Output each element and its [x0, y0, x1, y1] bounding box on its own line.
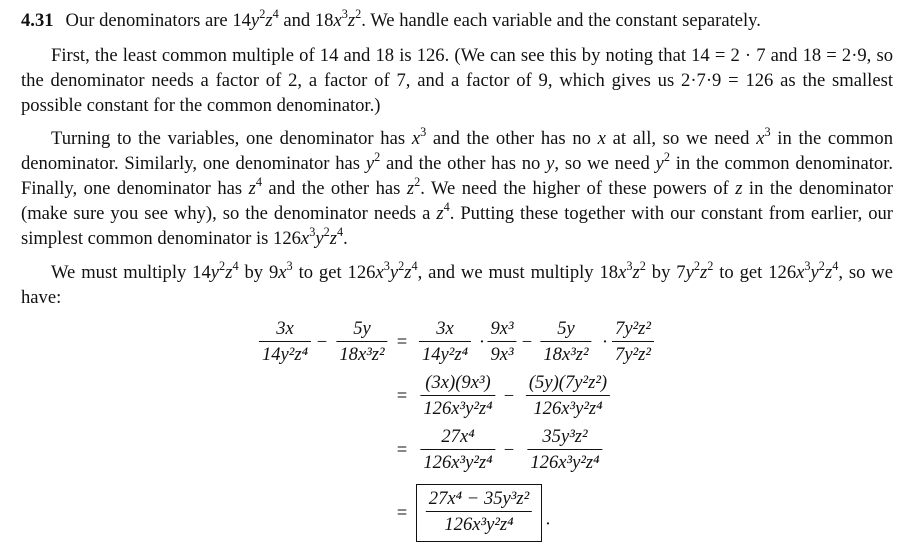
- denominator: 14y²z⁴: [261, 344, 309, 365]
- denominator: 126x³y²z⁴: [423, 398, 493, 419]
- p3-g: , so we have:: [21, 262, 893, 308]
- denominator: 126x³y²z⁴: [530, 452, 600, 473]
- intro-text-2: and 18: [278, 10, 334, 31]
- p2-j: in the denominator (make sure you see why), so the denominator needs a: [21, 178, 893, 224]
- fraction-bar: [540, 341, 591, 342]
- numerator: 7y²z²: [615, 318, 651, 339]
- paragraph-variables: Turning to the variables, one denominator has $x^3$ and the other has no x at all, so we need $x^3$ in the common denominator. Similarly, one denominator has $y^2$ and the other has no y, so we need $y^2$ in the common denominator. Finally, one denominator has $z^4$ and the other has $z^2$. We need the higher of these powers of z in the denominator (make sure you see why), so the denominator needs a $z^4$. Putting these together with our constant from earlier, our simplest common denominator is $126x^3y^2z^4$.: [21, 124, 893, 249]
- period: .: [545, 508, 551, 530]
- fraction-lhs-2: [336, 318, 387, 366]
- fraction-rhs-3: [540, 318, 591, 366]
- numerator: 5y: [557, 318, 575, 339]
- numerator: 27x⁴ − 35y³z²: [428, 488, 530, 509]
- fraction-bar: [612, 341, 654, 342]
- equals-sign: =: [396, 439, 408, 461]
- numerator: 3x: [436, 318, 454, 339]
- fraction-rhs-4: [612, 318, 654, 366]
- p2-g: in the common denominator. Finally, one denominator has: [21, 153, 893, 199]
- denominator: 14y²z⁴: [421, 344, 469, 365]
- fraction-bar: [420, 449, 495, 450]
- numerator: 9x³: [490, 318, 514, 339]
- equals-sign: =: [396, 502, 408, 524]
- fraction-row2-b: [526, 372, 610, 420]
- intro-text-1: Our denominators are 14: [65, 10, 251, 31]
- fraction-bar: [336, 341, 387, 342]
- minus-sign: −: [316, 331, 328, 353]
- p2-l: .: [343, 228, 348, 249]
- numerator: (3x)(9x³): [425, 372, 491, 393]
- denominator: 18x³z²: [339, 344, 385, 365]
- fraction-bar: [526, 395, 610, 396]
- p2-b: and the other has no: [426, 128, 598, 149]
- denominator: 126x³y²z⁴: [444, 514, 514, 535]
- fraction-bar: [259, 341, 311, 342]
- p3-d: , and we must multiply 18: [417, 262, 619, 283]
- fraction-bar: [426, 511, 532, 512]
- fraction-row2-a: [420, 372, 495, 420]
- fraction-row3-b: [527, 426, 602, 474]
- minus-sign: −: [503, 385, 515, 407]
- fraction-rhs-2: [487, 318, 516, 366]
- fraction-rhs-1: [419, 318, 471, 366]
- denominator: 7y²z²: [615, 344, 651, 365]
- denominator: 126x³y²z⁴: [423, 452, 493, 473]
- p3-b: by 9: [238, 262, 279, 283]
- intro-text-3: . We handle each variable and the constant separately.: [361, 10, 761, 31]
- fraction-lhs-1: [259, 318, 311, 366]
- numerator: 27x⁴: [441, 426, 475, 447]
- p2-k: . Putting these together with our constant from earlier, our simplest common denominator is 126: [21, 203, 893, 249]
- numerator: (5y)(7y²z²): [528, 372, 608, 393]
- numerator: 35y³z²: [542, 426, 588, 447]
- denominator: 18x³z²: [543, 344, 589, 365]
- minus-sign: −: [521, 331, 533, 353]
- problem-number: 4.31: [21, 10, 54, 31]
- p2-e: and the other has no: [380, 153, 547, 174]
- paragraph-lcm: First, the least common multiple of 14 and 18 is 126. (We can see this by noting that 14 = 2 · 7 and 18 = 2·9, so the denominator needs a factor of 2, a factor of 7, and a factor of 9, which gives us 2·7·9 = 126 as the smallest possible constant for the common denominator.): [21, 45, 893, 116]
- numerator: 5y: [353, 318, 371, 339]
- p2-f: , so we need: [554, 153, 656, 174]
- denominator: 9x³: [490, 344, 514, 365]
- fraction-row3-a: [420, 426, 495, 474]
- p3-a: We must multiply 14: [51, 262, 211, 283]
- p3-f: to get 126: [713, 262, 797, 283]
- numerator: 3x: [276, 318, 294, 339]
- dot-operator: ·: [478, 331, 486, 353]
- p2-i: . We need the higher of these powers of: [420, 178, 736, 199]
- minus-sign: −: [503, 439, 515, 461]
- fraction-bar: [527, 449, 602, 450]
- p2-d: in the common denominator. Similarly, one denominator has: [21, 128, 893, 174]
- p2-h: and the other has: [261, 178, 407, 199]
- fraction-bar: [419, 341, 471, 342]
- p2-c: at all, so we need: [605, 128, 757, 149]
- p3-e: by 7: [645, 262, 686, 283]
- equals-sign: =: [396, 385, 408, 407]
- paragraph-multiply: We must multiply $14y^2z^4$ by $9x^3$ to get $126x^3y^2z^4$, and we must multiply $18x^3z^2$ by $7y^2z^2$ to get $126x^3y^2z^4$, so we have:: [21, 258, 893, 308]
- dot-operator: ·: [601, 331, 609, 353]
- fraction-bar: [487, 341, 516, 342]
- p2-a: Turning to the variables, one denominator has: [51, 128, 412, 149]
- equals-sign: =: [396, 331, 408, 353]
- p3-c: to get 126: [292, 262, 376, 283]
- problem-intro: 4.31 Our denominators are $14y^2z^4$ and $18x^3z^2$. We handle each variable and the constant separately.: [21, 6, 761, 31]
- fraction-bar: [420, 395, 495, 396]
- fraction-answer: [426, 488, 532, 536]
- denominator: 126x³y²z⁴: [533, 398, 603, 419]
